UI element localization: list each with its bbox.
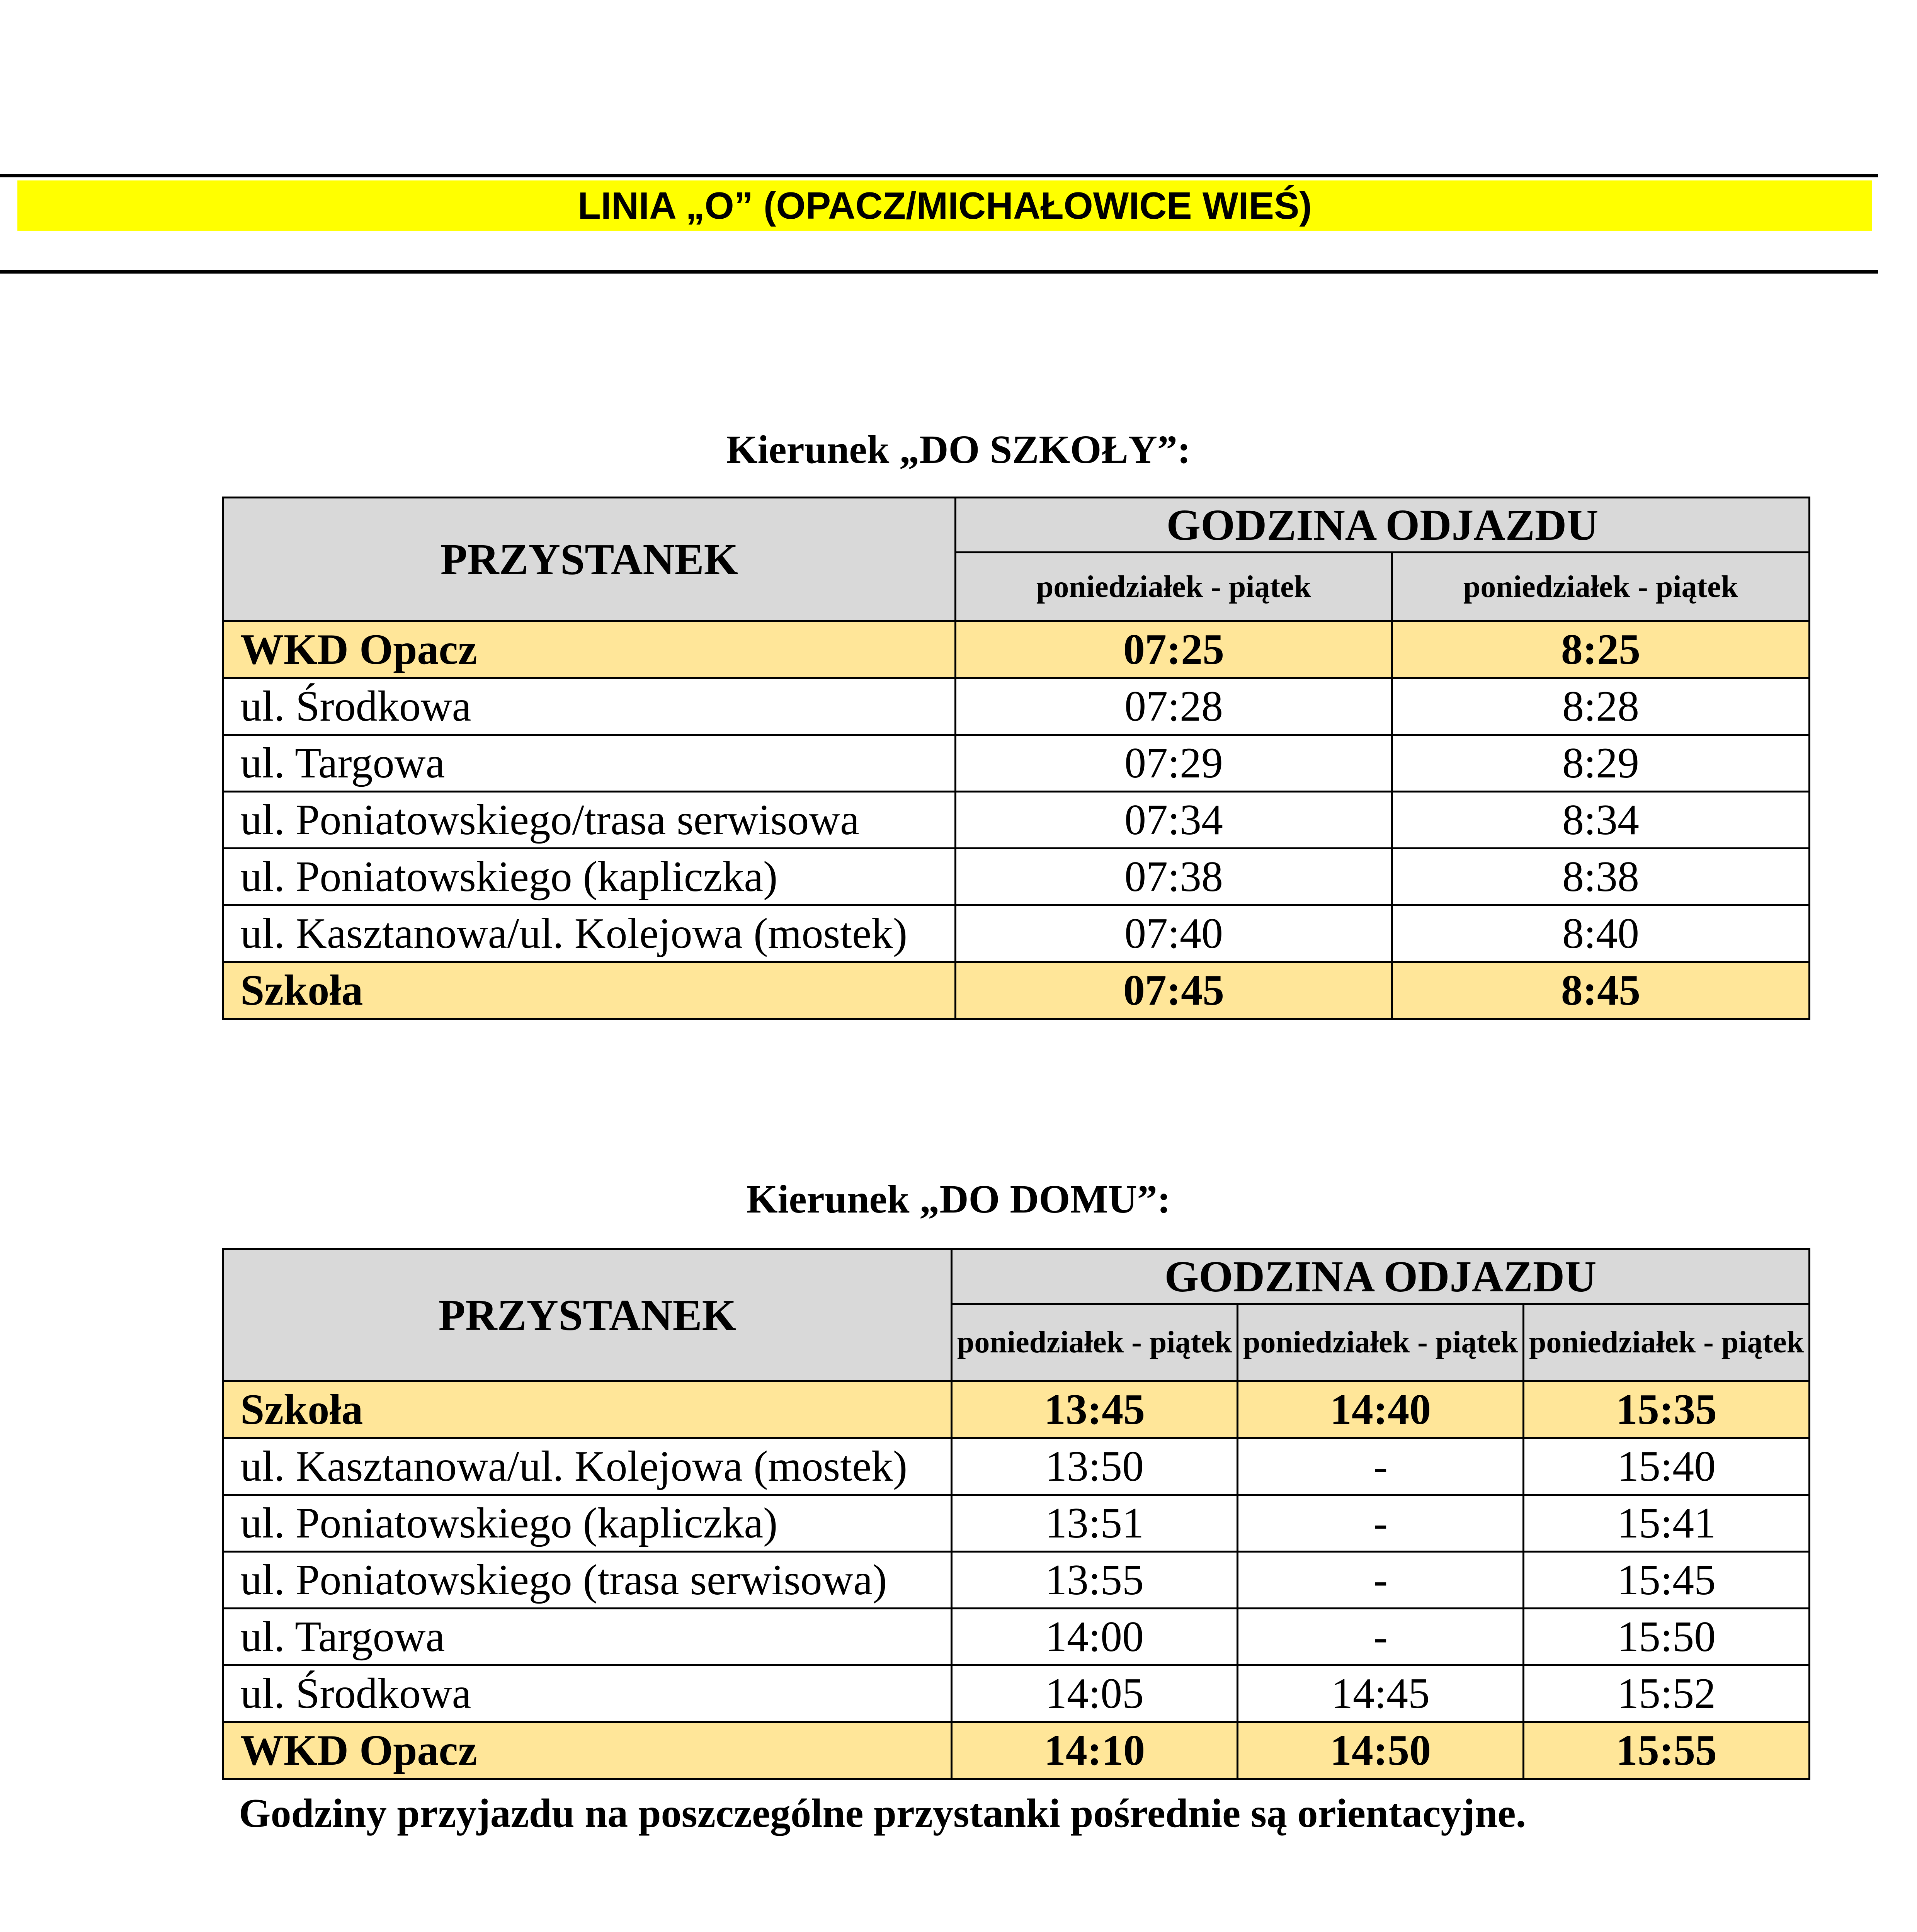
table-header-row bbox=[223, 1249, 1810, 1304]
bottom-rule bbox=[0, 270, 1878, 274]
stop-name: ul. Kasztanowa/ul. Kolejowa (mostek) bbox=[223, 1438, 952, 1495]
departure-time: 15:50 bbox=[1524, 1609, 1810, 1665]
stop-name: Szkoła bbox=[223, 1381, 952, 1438]
departure-time: 13:55 bbox=[952, 1552, 1238, 1609]
departure-time: 8:25 bbox=[1392, 621, 1810, 678]
departure-time: 15:35 bbox=[1524, 1381, 1810, 1438]
table-row bbox=[223, 792, 1810, 849]
departure-time: 8:40 bbox=[1392, 905, 1810, 962]
table-row bbox=[223, 621, 1810, 678]
departure-time: 13:50 bbox=[952, 1438, 1238, 1495]
to-school-heading: Kierunek „DO SZKOŁY”: bbox=[726, 427, 1191, 472]
day-header: poniedziałek - piątek bbox=[1392, 553, 1810, 621]
table-row bbox=[223, 1722, 1810, 1779]
stop-name: ul. Poniatowskiego (trasa serwisowa) bbox=[223, 1552, 952, 1609]
departure-time: 13:51 bbox=[952, 1495, 1238, 1552]
footnote: Godziny przyjazdu na poszczególne przystanki pośrednie są orientacyjne. bbox=[239, 1791, 1526, 1836]
departure-time: 13:45 bbox=[952, 1381, 1238, 1438]
departure-time: 07:40 bbox=[956, 905, 1392, 962]
departure-time: 8:28 bbox=[1392, 678, 1810, 735]
stop-name: ul. Kasztanowa/ul. Kolejowa (mostek) bbox=[223, 905, 956, 962]
stop-header: PRZYSTANEK bbox=[223, 1249, 952, 1381]
departure-time: 07:25 bbox=[956, 621, 1392, 678]
table-row bbox=[223, 1438, 1810, 1495]
departure-time: 07:38 bbox=[956, 849, 1392, 905]
stop-name: ul. Poniatowskiego (kapliczka) bbox=[223, 849, 956, 905]
to-home-table bbox=[222, 1248, 1810, 1780]
day-header: poniedziałek - piątek bbox=[1238, 1304, 1524, 1381]
stop-name: WKD Opacz bbox=[223, 621, 956, 678]
departure-time-header: GODZINA ODJAZDU bbox=[956, 498, 1810, 553]
to-home-heading: Kierunek „DO DOMU”: bbox=[746, 1177, 1171, 1221]
departure-time: 07:28 bbox=[956, 678, 1392, 735]
departure-time: 15:45 bbox=[1524, 1552, 1810, 1609]
departure-time: 8:38 bbox=[1392, 849, 1810, 905]
table-row bbox=[223, 1381, 1810, 1438]
stop-name: ul. Poniatowskiego (kapliczka) bbox=[223, 1495, 952, 1552]
stop-name: ul. Poniatowskiego/trasa serwisowa bbox=[223, 792, 956, 849]
stop-name: ul. Środkowa bbox=[223, 1665, 952, 1722]
to-school-table bbox=[222, 497, 1810, 1020]
departure-time: 14:10 bbox=[952, 1722, 1238, 1779]
table-row bbox=[223, 962, 1810, 1019]
stop-name: Szkoła bbox=[223, 962, 956, 1019]
table-row bbox=[223, 905, 1810, 962]
departure-time: 14:40 bbox=[1238, 1381, 1524, 1438]
departure-time: - bbox=[1238, 1552, 1524, 1609]
table-row bbox=[223, 678, 1810, 735]
table-row bbox=[223, 849, 1810, 905]
departure-time: 14:50 bbox=[1238, 1722, 1524, 1779]
departure-time: 15:55 bbox=[1524, 1722, 1810, 1779]
departure-time: 8:29 bbox=[1392, 735, 1810, 792]
line-title: LINIA „O” (OPACZ/MICHAŁOWICE WIEŚ) bbox=[578, 184, 1312, 227]
table-row bbox=[223, 735, 1810, 792]
departure-time: 15:52 bbox=[1524, 1665, 1810, 1722]
departure-time: 07:29 bbox=[956, 735, 1392, 792]
departure-time-header: GODZINA ODJAZDU bbox=[952, 1249, 1810, 1304]
departure-time: 07:34 bbox=[956, 792, 1392, 849]
table-row bbox=[223, 1665, 1810, 1722]
stop-header: PRZYSTANEK bbox=[223, 498, 956, 621]
departure-time: - bbox=[1238, 1438, 1524, 1495]
day-header: poniedziałek - piątek bbox=[1524, 1304, 1810, 1381]
departure-time: - bbox=[1238, 1609, 1524, 1665]
table-row bbox=[223, 1609, 1810, 1665]
stop-name: ul. Środkowa bbox=[223, 678, 956, 735]
line-banner bbox=[17, 180, 1872, 231]
stop-name: WKD Opacz bbox=[223, 1722, 952, 1779]
departure-time: 8:45 bbox=[1392, 962, 1810, 1019]
departure-time: 07:45 bbox=[956, 962, 1392, 1019]
table-row bbox=[223, 1495, 1810, 1552]
top-rule bbox=[0, 174, 1878, 177]
departure-time: 15:40 bbox=[1524, 1438, 1810, 1495]
departure-time: 14:05 bbox=[952, 1665, 1238, 1722]
stop-name: ul. Targowa bbox=[223, 735, 956, 792]
departure-time: 14:45 bbox=[1238, 1665, 1524, 1722]
day-header: poniedziałek - piątek bbox=[956, 553, 1392, 621]
departure-time: - bbox=[1238, 1495, 1524, 1552]
table-header-row bbox=[223, 498, 1810, 553]
departure-time: 15:41 bbox=[1524, 1495, 1810, 1552]
table-row bbox=[223, 1552, 1810, 1609]
stop-name: ul. Targowa bbox=[223, 1609, 952, 1665]
day-header: poniedziałek - piątek bbox=[952, 1304, 1238, 1381]
departure-time: 14:00 bbox=[952, 1609, 1238, 1665]
departure-time: 8:34 bbox=[1392, 792, 1810, 849]
